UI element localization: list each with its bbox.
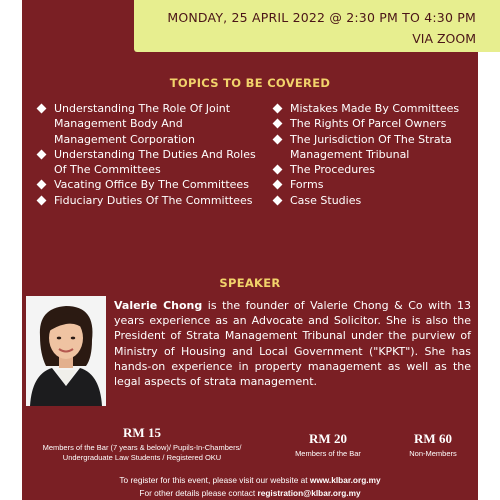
diamond-bullet-icon: [273, 165, 283, 175]
contact-text: For other details please contact: [139, 488, 258, 498]
fee-amount: RM 60: [414, 431, 452, 446]
topic-label: Understanding The Duties And Roles Of The Committees: [54, 147, 256, 177]
topic-item: [274, 116, 474, 131]
topic-item: [274, 162, 474, 177]
email-link[interactable]: registration@klbar.org.my: [257, 488, 361, 498]
speaker-bio: [114, 298, 471, 389]
topics-list-right: [274, 101, 474, 208]
diamond-bullet-icon: [37, 180, 47, 190]
speaker-name: Valerie Chong: [114, 299, 203, 312]
diamond-bullet-icon: [273, 119, 283, 129]
registration-text: To register for this event, please visit our website at: [119, 475, 310, 485]
topic-label: Case Studies: [290, 193, 362, 207]
fee-tier: [22, 425, 262, 463]
diamond-bullet-icon: [273, 195, 283, 205]
fee-amount: RM 20: [309, 431, 347, 446]
diamond-bullet-icon: [37, 149, 47, 159]
topic-label: Fiduciary Duties Of The Committees: [54, 193, 253, 207]
contact-line: [22, 488, 478, 498]
topic-item: [38, 147, 256, 178]
diamond-bullet-icon: [37, 104, 47, 114]
topic-label: Mistakes Made By Committees: [290, 102, 460, 115]
fee-description: Members of the Bar (7 years & below)/ Pupils-In-Chambers/ Undergraduate Law Students / Registered OKU: [42, 443, 242, 462]
topic-item: [38, 101, 256, 147]
speaker-heading: SPEAKER: [219, 276, 281, 290]
diamond-bullet-icon: [273, 104, 283, 114]
topic-item: [274, 177, 474, 192]
topic-label: Understanding The Role Of Joint Management Body And Management Corporation: [54, 102, 231, 146]
diamond-bullet-icon: [273, 134, 283, 144]
diamond-bullet-icon: [273, 180, 283, 190]
fee-tier: [390, 431, 476, 459]
diamond-bullet-icon: [37, 195, 47, 205]
topic-label: Forms: [290, 178, 324, 192]
speaker-bio-text: is the founder of Valerie Chong & Co with 13 years experience as an Advocate and Solicitor. She is also the President of Strata Management Tribunal under the purview of Ministry of Housing and Local Government ("KPKT"). She has hands-on experience in property management as well as the legal aspects of strata management.: [114, 299, 472, 389]
fee-description: Non-Members: [409, 449, 457, 458]
fee-tier: [278, 431, 378, 459]
website-link[interactable]: www.klbar.org.my: [309, 475, 381, 485]
fee-description: Members of the Bar: [295, 449, 361, 458]
topic-item: [38, 177, 256, 192]
topic-label: The Rights Of Parcel Owners: [290, 117, 447, 131]
topic-item: [274, 193, 474, 208]
speaker-portrait-icon: [26, 296, 106, 406]
topic-item: [38, 193, 256, 208]
topic-label: The Jurisdiction Of The Strata Management Tribunal: [290, 132, 452, 161]
date-banner: [134, 0, 500, 52]
event-datetime: MONDAY, 25 APRIL 2022 @ 2:30 PM TO 4:30 PM: [167, 10, 476, 25]
topics-list-left: [38, 101, 256, 208]
speaker-photo: [26, 296, 106, 406]
topics-heading: TOPICS TO BE COVERED: [169, 76, 331, 90]
topic-label: Vacating Office By The Committees: [54, 178, 249, 192]
topic-label: The Procedures: [290, 163, 375, 177]
event-platform: VIA ZOOM: [412, 31, 476, 46]
registration-line: [22, 475, 478, 485]
topic-item: [274, 101, 474, 116]
fee-amount: RM 15: [123, 425, 161, 440]
topic-item: [274, 132, 474, 163]
